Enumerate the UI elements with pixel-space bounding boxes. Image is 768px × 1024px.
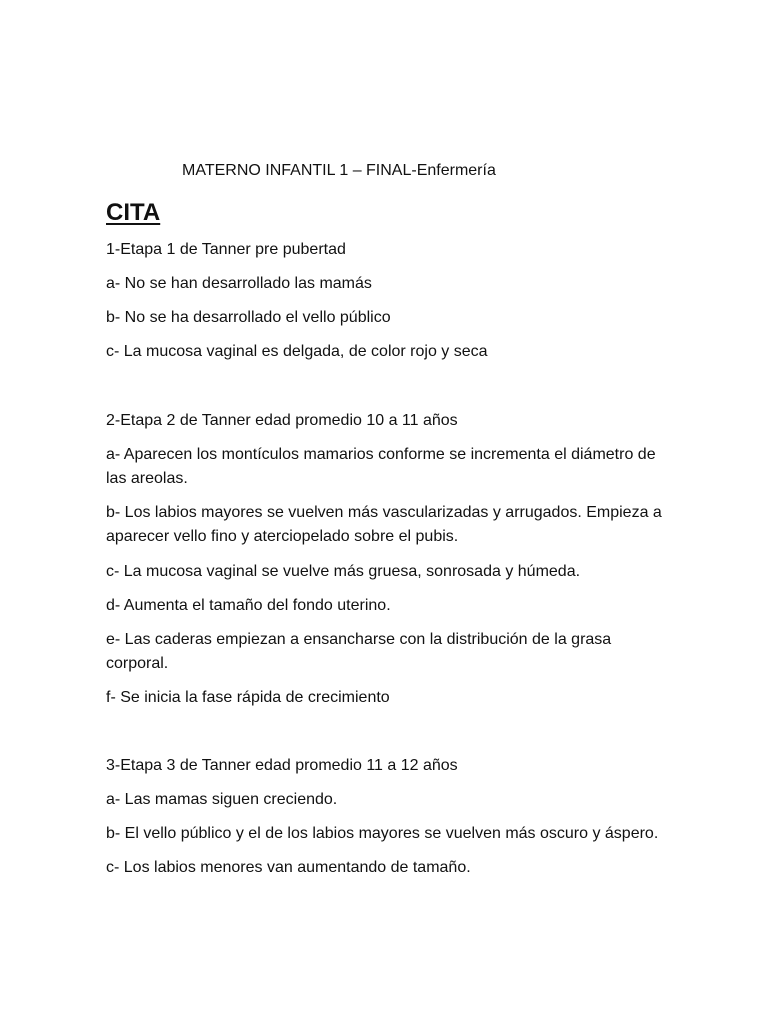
stage-3-item-b: b- El vello público y el de los labios mayores se vuelven más oscuro y áspero.: [106, 825, 659, 842]
stage-1-item-c: c- La mucosa vaginal es delgada, de color rojo y seca: [106, 343, 488, 360]
stage-1-item-a: a- No se han desarrollado las mamás: [106, 275, 372, 292]
stage-2-title: 2-Etapa 2 de Tanner edad promedio 10 a 11 años: [106, 412, 458, 429]
stage-1-title: 1-Etapa 1 de Tanner pre pubertad: [106, 241, 346, 258]
stage-2-item-a: a- Aparecen los montículos mamarios conforme se incrementa el diámetro de las areolas.: [106, 446, 656, 487]
stage-3-item-a: a- Las mamas siguen creciendo.: [106, 791, 338, 808]
stage-3-item-c: c- Los labios menores van aumentando de tamaño.: [106, 859, 471, 876]
stage-2-item-f: f- Se inicia la fase rápida de crecimiento: [106, 689, 390, 706]
stage-2-item-c: c- La mucosa vaginal se vuelve más gruesa, sonrosada y húmeda.: [106, 563, 581, 580]
document-header: MATERNO INFANTIL 1 – FINAL-Enfermería: [182, 162, 496, 179]
stage-2-item-d: d- Aumenta el tamaño del fondo uterino.: [106, 597, 391, 614]
stage-2-item-b: b- Los labios mayores se vuelven más vascularizadas y arrugados. Empieza a aparecer vello fino y aterciopelado sobre el pubis.: [106, 504, 662, 545]
stage-2-item-e: e- Las caderas empiezan a ensancharse con la distribución de la grasa corporal.: [106, 631, 612, 672]
stage-1-item-b: b- No se ha desarrollado el vello público: [106, 309, 391, 326]
stage-3-title: 3-Etapa 3 de Tanner edad promedio 11 a 12 años: [106, 757, 458, 774]
section-heading: CITA: [106, 199, 161, 226]
